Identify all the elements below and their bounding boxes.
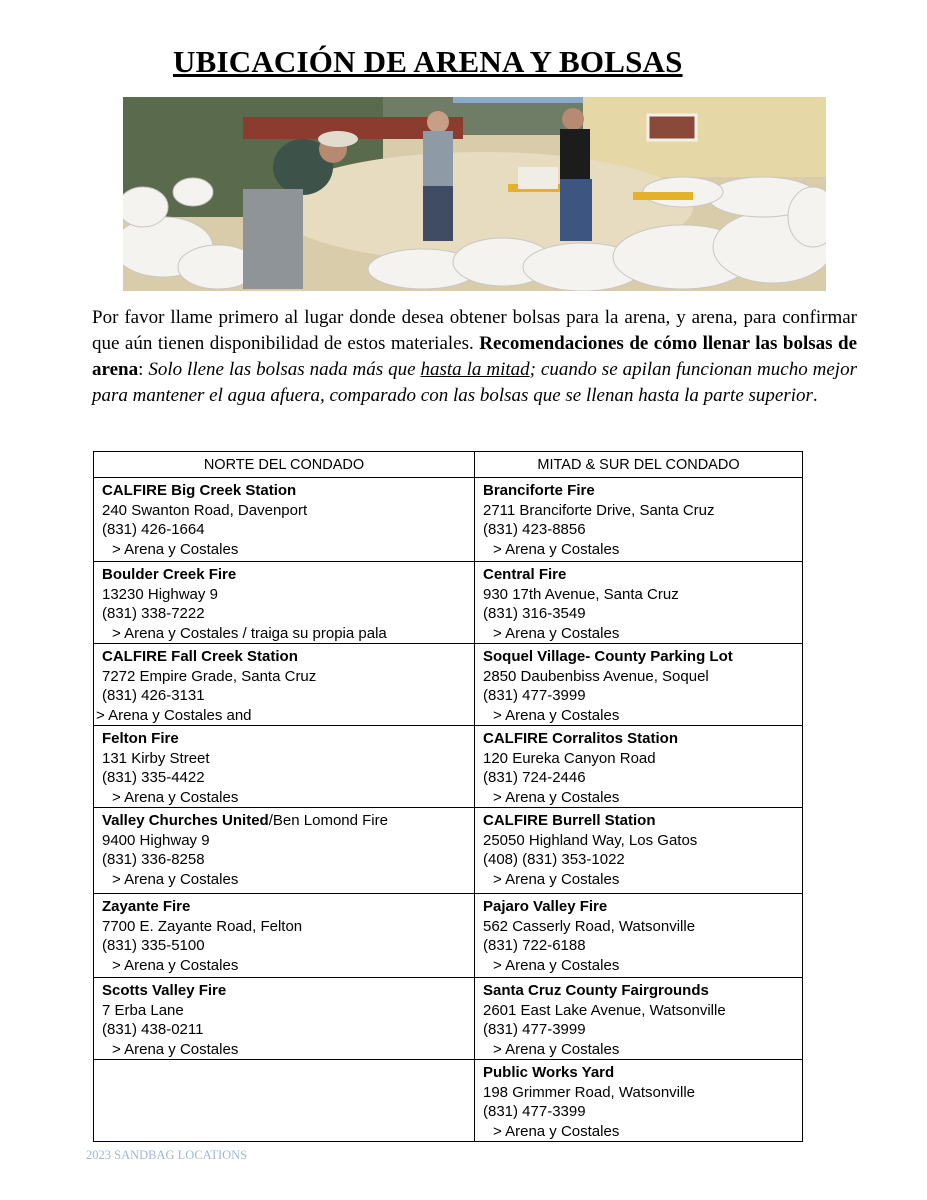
table-row <box>94 808 803 894</box>
location-availability: > Arena y Costales <box>112 870 239 888</box>
table-row <box>94 1060 803 1142</box>
location-phone: (831) 423-8856 <box>483 521 586 538</box>
location-cell <box>475 808 802 889</box>
location-name: Pajaro Valley Fire <box>483 898 608 915</box>
location-name-suffix: /Ben Lomond Fire <box>268 812 388 829</box>
location-availability: > Arena y Costales <box>493 1040 620 1058</box>
table-row <box>94 562 803 644</box>
location-cell <box>94 978 474 1059</box>
location-name <box>102 811 468 831</box>
sandbag-photo <box>123 97 826 291</box>
location-name: Felton Fire <box>102 730 179 747</box>
location-phone: (831) 335-4422 <box>102 769 205 786</box>
location-cell <box>94 726 474 807</box>
location-cell <box>475 1060 802 1141</box>
location-address: 131 Kirby Street <box>102 749 210 767</box>
location-address: 198 Grimmer Road, Watsonville <box>483 1083 696 1101</box>
location-address: 7700 E. Zayante Road, Felton <box>102 917 303 935</box>
location-cell <box>94 644 474 725</box>
location-name: CALFIRE Fall Creek Station <box>102 648 298 665</box>
location-availability: > Arena y Costales <box>112 540 239 558</box>
page-title: UBICACIÓN DE ARENA Y BOLSAS <box>173 44 683 79</box>
location-name: Boulder Creek Fire <box>102 566 237 583</box>
location-phone: (831) 477-3999 <box>483 687 586 704</box>
intro-half-emphasis: hasta la mitad <box>420 359 530 380</box>
table-row <box>94 726 803 808</box>
location-address: 240 Swanton Road, Davenport <box>102 501 308 519</box>
location-name-main: Valley Churches United <box>102 812 269 829</box>
location-phone: (831) 338-7222 <box>102 605 205 622</box>
table-header-row <box>94 452 803 478</box>
location-availability: > Arena y Costales <box>493 956 620 974</box>
header-north: NORTE DEL CONDADO <box>94 452 475 478</box>
location-name: Soquel Village- County Parking Lot <box>483 648 733 665</box>
location-cell <box>475 726 802 807</box>
intro-call-first: Por favor llame primero al lugar donde desea obtener bolsas para la arena, y arena, para confirmar que aún tienen disponibilidad de estos materiales. <box>92 307 857 354</box>
location-cell <box>475 644 802 725</box>
header-south: MITAD & SUR DEL CONDADO <box>475 452 803 478</box>
table-row <box>94 894 803 978</box>
location-address: 25050 Highland Way, Los Gatos <box>483 831 698 849</box>
location-phone: (831) 724-2446 <box>483 769 586 786</box>
location-address: 7272 Empire Grade, Santa Cruz <box>102 667 317 685</box>
location-address: 9400 Highway 9 <box>102 831 210 849</box>
table-row <box>94 644 803 726</box>
location-address: 7 Erba Lane <box>102 1001 184 1019</box>
location-availability: > Arena y Costales / traiga su propia pala <box>112 624 387 642</box>
location-address: 120 Eureka Canyon Road <box>483 749 656 767</box>
intro-recommendations-heading: Recomendaciones de cómo llenar las bolsas de arena <box>92 333 858 380</box>
location-phone: (831) 722-6188 <box>483 937 586 954</box>
location-name: Branciforte Fire <box>483 482 595 499</box>
intro-end: . <box>812 385 818 406</box>
location-name: Santa Cruz County Fairgrounds <box>483 982 709 999</box>
location-availability: > Arena y Costales <box>493 624 620 642</box>
location-availability: > Arena y Costales <box>493 540 620 558</box>
intro-italic-b: ; cuando se apilan funcionan mucho mejor para mantener el agua afuera, comparado con las bolsas que se llenan hasta la parte superior <box>92 359 857 406</box>
location-name: CALFIRE Burrell Station <box>483 812 656 829</box>
location-availability: > Arena y Costales <box>493 870 620 888</box>
location-phone: (831) 477-3399 <box>483 1103 586 1120</box>
footer-label: 2023 SANDBAG LOCATIONS <box>86 1148 248 1162</box>
intro-italic-a: Solo llene las bolsas nada más que <box>148 359 421 380</box>
location-name: Public Works Yard <box>483 1064 615 1081</box>
location-phone: (831) 438-0211 <box>102 1021 204 1038</box>
sandbag-photo-illustration <box>123 97 826 291</box>
location-name: Zayante Fire <box>102 898 191 915</box>
location-cell <box>94 808 474 889</box>
location-availability: > Arena y Costales <box>493 706 620 724</box>
location-cell-empty <box>94 1060 474 1063</box>
location-address: 562 Casserly Road, Watsonville <box>483 917 696 935</box>
location-availability: > Arena y Costales <box>112 956 239 974</box>
location-availability: > Arena y Costales <box>112 788 239 806</box>
location-address: 2601 East Lake Avenue, Watsonville <box>483 1001 726 1019</box>
location-address: 930 17th Avenue, Santa Cruz <box>483 585 679 603</box>
location-phone: (831) 426-1664 <box>102 521 205 538</box>
location-name: Central Fire <box>483 566 567 583</box>
location-name: Scotts Valley Fire <box>102 982 227 999</box>
location-cell <box>475 894 802 975</box>
location-phone: (831) 335-5100 <box>102 937 205 954</box>
location-cell <box>94 562 474 643</box>
location-cell <box>94 894 474 975</box>
table-row <box>94 478 803 562</box>
location-phone: (831) 336-8258 <box>102 851 205 868</box>
location-phone: (831) 477-3999 <box>483 1021 586 1038</box>
location-phone: (408) (831) 353-1022 <box>483 851 625 868</box>
table-row <box>94 978 803 1060</box>
location-availability: > Arena y Costales and <box>96 706 252 724</box>
location-phone: (831) 316-3549 <box>483 605 586 622</box>
location-cell <box>475 478 802 559</box>
location-availability: > Arena y Costales <box>493 788 620 806</box>
intro-colon: : <box>138 359 149 380</box>
location-name: CALFIRE Corralitos Station <box>483 730 679 747</box>
location-address: 2711 Branciforte Drive, Santa Cruz <box>483 501 715 519</box>
location-address: 2850 Daubenbiss Avenue, Soquel <box>483 667 709 685</box>
intro-paragraph <box>92 305 857 409</box>
location-name: CALFIRE Big Creek Station <box>102 482 297 499</box>
location-cell <box>475 562 802 643</box>
location-availability: > Arena y Costales <box>112 1040 239 1058</box>
location-cell <box>475 978 802 1059</box>
location-availability: > Arena y Costales <box>493 1122 620 1140</box>
location-address: 13230 Highway 9 <box>102 585 218 603</box>
location-cell <box>94 478 474 559</box>
locations-table <box>93 451 803 1142</box>
location-phone: (831) 426-3131 <box>102 687 205 704</box>
